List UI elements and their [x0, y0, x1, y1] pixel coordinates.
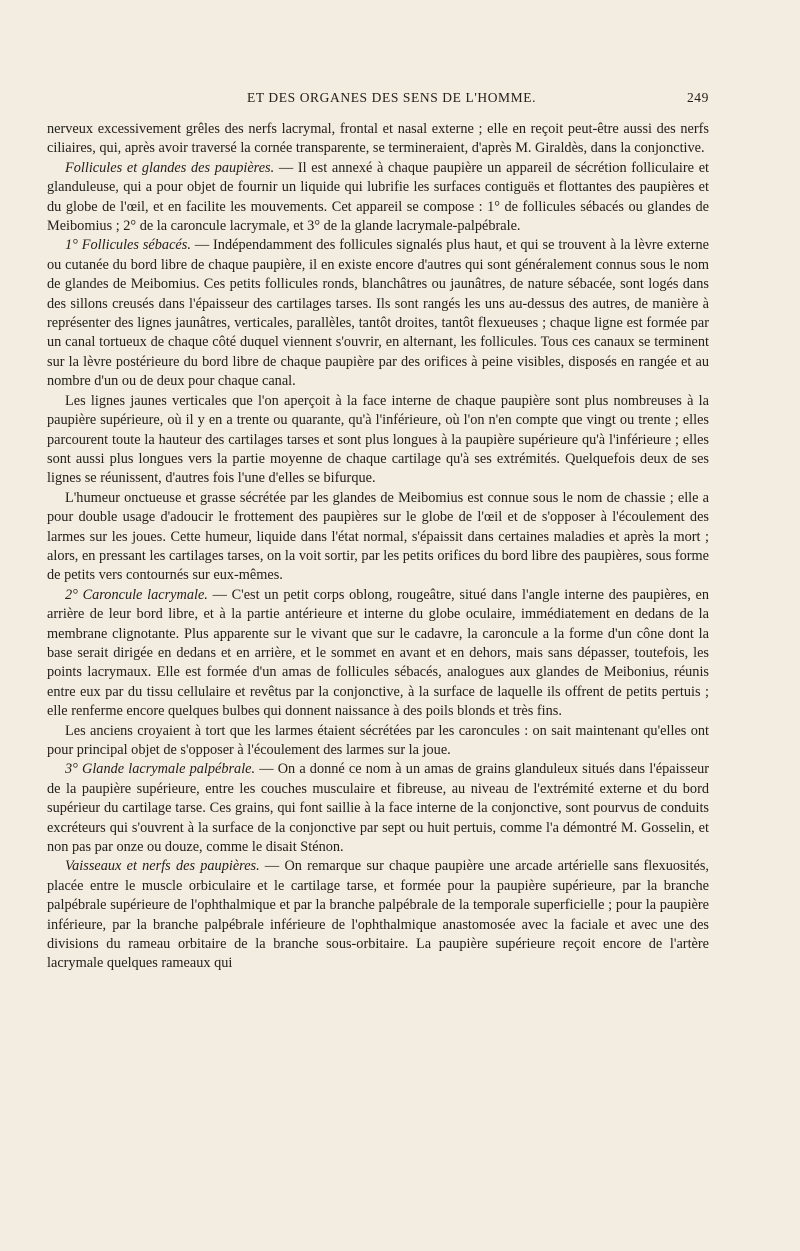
paragraph-lead: Vaisseaux et nerfs des paupières. [65, 858, 260, 875]
running-header [47, 90, 709, 112]
page-number: 249 [686, 90, 709, 105]
paragraph-text: Les anciens croyaient à tort que les larmes étaient sécrétées par les caroncules : on sait maintenant qu'elles ont pour principal objet de s'opposer à l'écoulement des larmes sur la joue. [47, 722, 709, 758]
paragraph-text: — On remarque sur chaque paupière une arcade artérielle sans flexuosités, placée entre le muscle orbiculaire et le cartilage tarse, et formée pour la paupière supérieure, par la branche palpébrale supérieure de l'ophthalmique et par la branche palpébrale de la temporale superficielle ; pour la paupière inférieure, par la branche palpébrale inférieure de l'ophthalmique anastomosée avec la faciale et avec une des divisions du rameau orbitaire de la branche sous-orbitaire. La paupière supérieure reçoit encore de l'artère lacrymale quelques rameaux qui [47, 858, 709, 972]
running-title: ET DES ORGANES DES SENS DE L'HOMME. [247, 90, 537, 105]
paragraph-text: nerveux excessivement grêles des nerfs lacrymal, frontal et nasal externe ; elle en reçoit peut-être aussi des nerfs ciliaires, qui, après avoir traversé la cornée transparente, se termineraient, d'après M. Giraldès, dans la conjonctive. [47, 121, 709, 157]
paragraph-lead: 3° Glande lacrymale palpébrale. [65, 761, 256, 778]
book-page [47, 90, 709, 974]
paragraph [47, 159, 709, 237]
paragraph-lead: 2° Caroncule lacrymale. [65, 586, 208, 603]
paragraph-lead: 1° Follicules sébacés. [65, 237, 191, 254]
paragraph-text: Les lignes jaunes verticales que l'on aperçoit à la face interne de chaque paupière sont plus nombreuses à la paupière supérieure, où il y en a trente ou quarante, qu'à l'inférieure, où l'on n'en compte que vingt ou trente ; elles parcourent toute la hauteur des cartilages tarses et sont plus longues à la paupière supérieure qu'à l'inférieure ; elles sont aussi plus longues vers la partie moyenne de chaque cartilage qu'à ses extrémités. Quelquefois deux de ses lignes se réunissent, d'autres fois l'une d'elles se bifurque. [47, 392, 709, 487]
paragraph [47, 586, 709, 722]
paragraph-lead: Follicules et glandes des paupières. [65, 159, 275, 176]
paragraph [47, 236, 709, 391]
paragraph [47, 392, 709, 489]
paragraph-text: L'humeur onctueuse et grasse sécrétée par les glandes de Meibomius est connue sous le nom de chassie ; elle a pour double usage d'adoucir le frottement des paupières sur le globe de l'œil et de s'opposer à l'écoulement des larmes sur les joues. Cette humeur, liquide dans l'état normal, s'épaissit dans certaines maladies et après la mort ; alors, en pressant les cartilages tarses, on la voit sortir, par les petits orifices du bord libre des paupières, sous forme de petits vers contournés sur eux-mêmes. [47, 489, 709, 584]
paragraph [47, 722, 709, 761]
paragraph-text: — C'est un petit corps oblong, rougeâtre, situé dans l'angle interne des paupières, en arrière de leur bord libre, et à la partie antérieure et interne du globe oculaire, immédiatement en dedans de la membrane clignotante. Plus apparente sur le vivant que sur le cadavre, la caroncule a la forme d'un cône dont la base serait dirigée en dedans et en arrière, et le sommet en avant et en dehors, mais sans dépasser, toutefois, les points lacrymaux. Elle est formée d'un amas de follicules sébacés, analogues aux glandes de Meibonius, réunis entre eux par du tissu cellulaire et revêtus par la conjonctive, à la surface de laquelle ils offrent de petits pertuis ; elle renferme encore quelques bulbes qui donnent naissance à des poils blonds et très fins. [47, 586, 709, 720]
paragraph [47, 120, 709, 159]
paragraph [47, 489, 709, 586]
paragraph-text: — Il est annexé à chaque paupière un appareil de sécrétion folliculaire et glanduleuse, qui a pour objet de fournir un liquide qui lubrifie les surfaces contiguës et flottantes des paupières et du globe de l'œil, et en facilite les mouvements. Cet appareil se compose : 1° de follicules sébacés ou glandes de Meibomius ; 2° de la caroncule lacrymale, et 3° de la glande lacrymale-palpébrale. [47, 159, 710, 235]
paragraph [47, 857, 709, 973]
paragraph [47, 760, 709, 857]
paragraph-text: — On a donné ce nom à un amas de grains glanduleux situés dans l'épaisseur de la paupière supérieure, entre les couches musculaire et fibreuse, au niveau de l'extrémité externe et du bord supérieur du cartilage tarse. Ces grains, qui font saillie à la face interne de la conjonctive, sont pourvus de conduits excréteurs qui s'ouvrent à la surface de la conjonctive par sept ou huit pertuis, comme l'a démontré M. Gosselin, et non pas par onze ou douze, comme le disait Sténon. [47, 761, 709, 856]
body-text [47, 120, 709, 974]
paragraph-text: — Indépendamment des follicules signalés plus haut, et qui se trouvent à la lèvre externe ou cutanée du bord libre de chaque paupière, il en existe encore d'autres qui sont généralement connus sous le nom de glandes de Meibomius. Ces petits follicules ronds, blanchâtres ou jaunâtres, de nature sébacée, sont logés dans des sillons creusés dans l'épaisseur des cartilages tarses. Ils sont rangés les uns au-dessus des autres, de manière à représenter des lignes jaunâtres, verticales, parallèles, tantôt droites, tantôt flexueuses ; chaque ligne est formée par un canal tortueux de chaque côté duquel viennent s'ouvrir, en alternant, les follicules. Tous ces canaux se terminent sur la lèvre postérieure du bord libre de chaque paupière par des orifices à peine visibles, disposés en rangée et au nombre d'un ou de deux pour chaque canal. [47, 237, 709, 390]
